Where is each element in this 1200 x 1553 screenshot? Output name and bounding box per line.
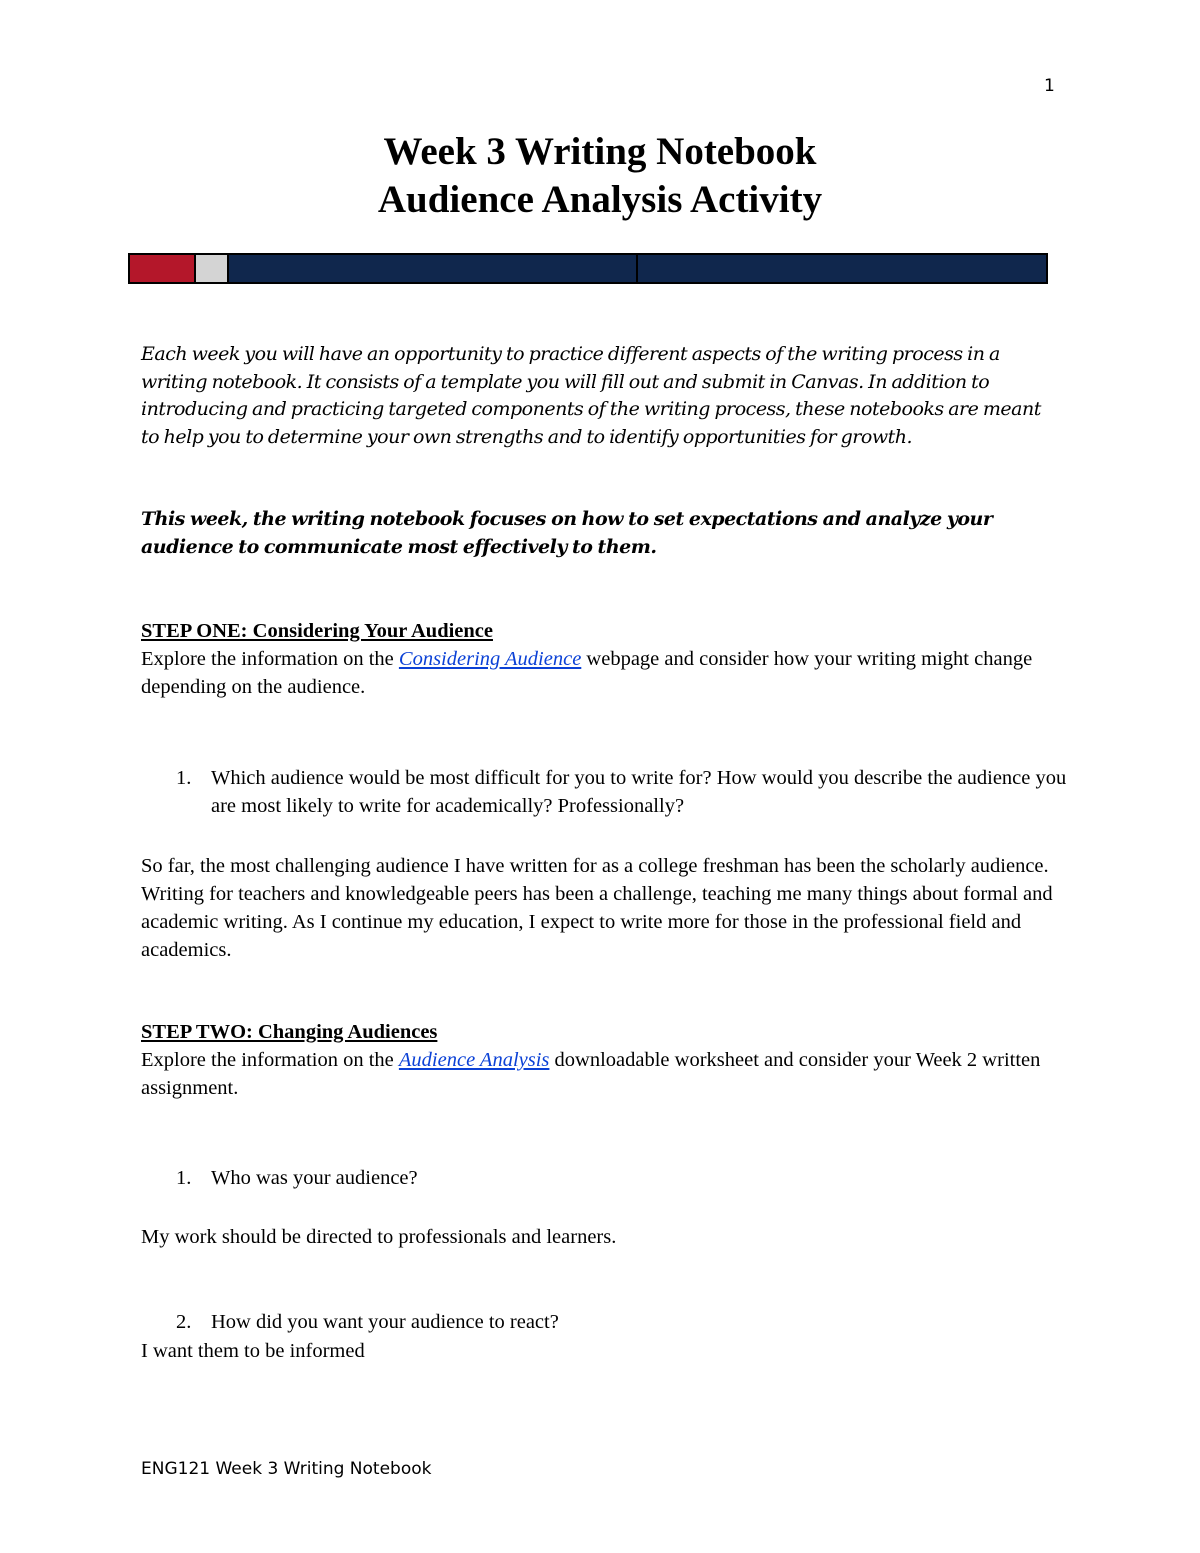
step-one-question-1: Which audience would be most difficult for you to write for? How would you describe the audience you are most likely to write for academically? Professionally?	[211, 767, 1067, 817]
step-one-instruction-start: Explore the information on the	[141, 648, 399, 670]
step-one-instruction-end: webpage and consider how your writing might change depending on the audience.	[141, 648, 1033, 698]
considering-audience-link[interactable]: Considering Audience	[398, 648, 582, 670]
step-two-question-1: Who was your audience?	[211, 1167, 418, 1189]
banner-gray-segment	[196, 255, 229, 282]
intro-paragraph: Each week you will have an opportunity to practice different aspects of the writing process in a writing notebook. It consists of a template you will fill out and submit in Canvas. In addition to introducing and practicing targeted components of the writing process, these notebooks are meant to help you to determine your own strengths and to identify opportunities for growth.	[141, 343, 1041, 448]
focus-statement: This week, the writing notebook focuses on how to set expectations and analyze your audience to communicate most effectively to them.	[141, 508, 993, 558]
step-two-instruction-start: Explore the information on the	[141, 1049, 399, 1071]
document-subtitle: Audience Analysis Activity	[377, 178, 823, 221]
step-two-instruction-end: downloadable worksheet and consider your Week 2 written assignment.	[141, 1049, 1041, 1099]
page-footer: ENG121 Week 3 Writing Notebook	[141, 1459, 432, 1479]
audience-analysis-link[interactable]: Audience Analysis	[398, 1049, 550, 1071]
document-title: Week 3 Writing Notebook	[383, 130, 817, 173]
step-one-answer-1: So far, the most challenging audience I have written for as a college freshman has been the scholarly audience. Writing for teachers and knowledgeable peers has been a challenge, teaching me many things about formal and academic writing. As I continue my education, I expect to write more for those in the professional field and academics.	[141, 855, 1053, 961]
step-two-question-2: How did you want your audience to react?	[211, 1311, 559, 1333]
page-number: 1	[1044, 76, 1055, 96]
step-two-question-1-number: 1.	[176, 1167, 192, 1189]
step-one-question-1-number: 1.	[176, 767, 192, 789]
decorative-banner	[128, 253, 1048, 284]
step-two-answer-2: I want them to be informed	[141, 1340, 365, 1362]
step-one-heading: STEP ONE: Considering Your Audience	[141, 620, 493, 642]
step-one-section	[141, 617, 1061, 701]
step-two-question-2-number: 2.	[176, 1311, 192, 1333]
step-two-section	[141, 1018, 1061, 1102]
banner-red-segment	[130, 255, 196, 282]
banner-divider	[636, 255, 638, 282]
step-two-heading: STEP TWO: Changing Audiences	[141, 1021, 438, 1043]
step-two-answer-1: My work should be directed to professionals and learners.	[141, 1226, 617, 1248]
